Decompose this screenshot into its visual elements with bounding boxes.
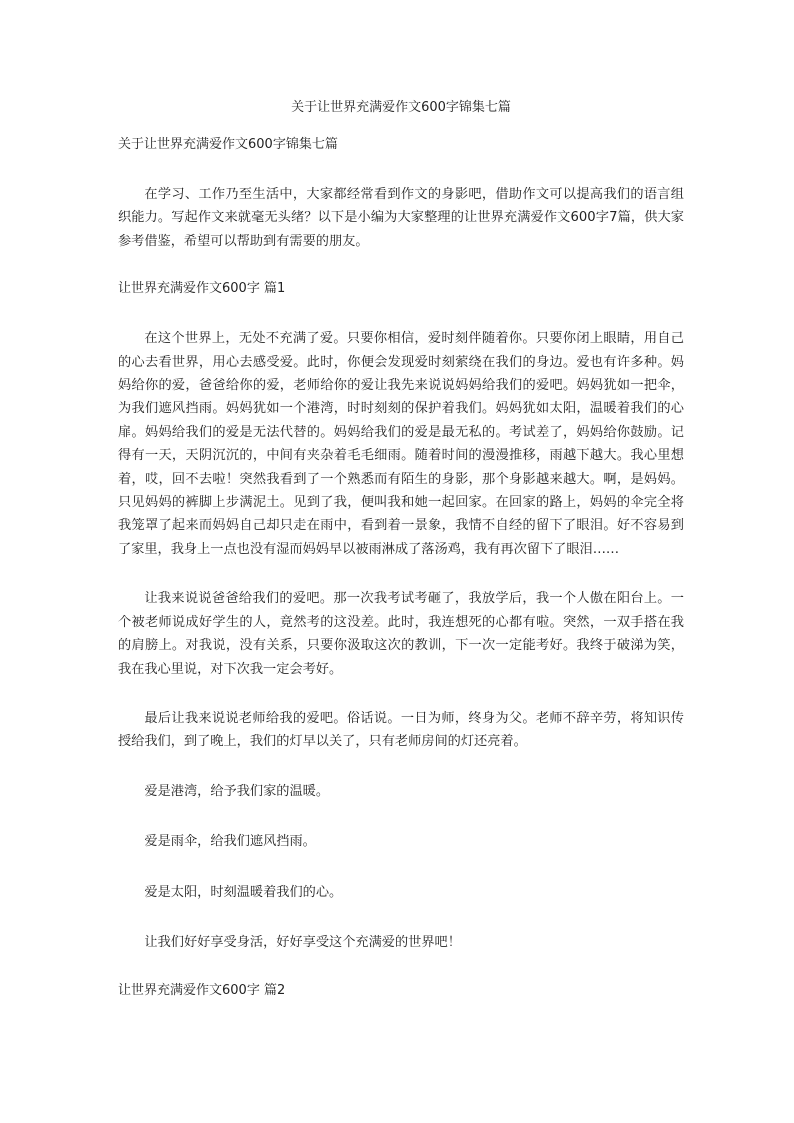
intro-paragraph: 在学习、工作乃至生活中，大家都经常看到作文的身影吧，借助作文可以提高我们的语言组织能力。写起作文来就毫无头绪？以下是小编为大家整理的让世界充满爱作文600字7篇，供大家参考借鉴，希望可以帮助到有需要的朋友。 [118,187,684,249]
section-1-paragraph-2: 让我来说说爸爸给我们的爱吧。那一次我考试考砸了，我放学后，我一个人傲在阳台上。一个被老师说成好学生的人，竟然考的这没差。此时，我连想死的心都有啦。突然，一双手搭在我的肩膀上。对我说，没有关系，只要你汲取这次的教训，下一次一定能考好。我终于破涕为笑，我在我心里说，对下次我一定会考好。 [118,591,684,677]
section-heading-2: 让世界充满爱作文600字 篇2 [118,983,286,999]
section-1-paragraph-7: 让我们好好享受身活，好好享受这个充满爱的世界吧！ [144,934,461,950]
article-heading: 关于让世界充满爱作文600字锦集七篇 [118,137,338,152]
section-1-paragraph-1: 在这个世界上，无处不充满了爱。只要你相信，爱时刻伴随着你。只要你闭上眼睛，用自己的心去看世界，用心去感受爱。此时，你便会发现爱时刻萦绕在我们的身边。爱也有许多种。妈妈给你的爱，爸爸给你的爱，老师给你的爱让我先来说说妈妈给我们的爱吧。妈妈犹如一把伞，为我们遮风挡雨。妈妈犹如一个港湾，时时刻刻的保护着我们。妈妈犹如太阳，温暖着我们的心扉。妈妈给我们的爱是无法代替的。妈妈给我们的爱是最无私的。考试差了，妈妈给你鼓励。记得有一天，天阴沉沉的，中间有夹杂着毛毛细雨。随着时间的漫漫推移，雨越下越大。我心里想着，哎，回不去啦！突然我看到了一个熟悉而有陌生的身影，那个身影越来越大。啊，是妈妈。只见妈妈的裤脚上步满泥土。见到了我，便叫我和她一起回家。在回家的路上，妈妈的伞完全将我笼罩了起来而妈妈自己却只走在雨中，看到着一景象，我情不自经的留下了眼泪。好不容易到了家里，我身上一点也没有湿而妈妈早以被雨淋成了落汤鸡，我有再次留下了眼泪…… [118,331,684,557]
section-heading-1: 让世界充满爱作文600字 篇1 [118,281,286,297]
section-1-paragraph-6: 爱是太阳，时刻温暖着我们的心。 [144,884,343,900]
section-1-paragraph-5: 爱是雨伞，给我们遮风挡雨。 [144,834,316,850]
document-title: 关于让世界充满爱作文600字锦集七篇 [291,100,511,115]
section-1-paragraph-3: 最后让我来说说老师给我的爱吧。俗话说。一日为师，终身为父。老师不辞辛劳，将知识传授给我们，到了晚上，我们的灯早以关了，只有老师房间的灯还亮着。 [118,710,684,750]
section-1-paragraph-4: 爱是港湾，给予我们家的温暖。 [144,783,330,799]
document-body [118,135,684,1029]
